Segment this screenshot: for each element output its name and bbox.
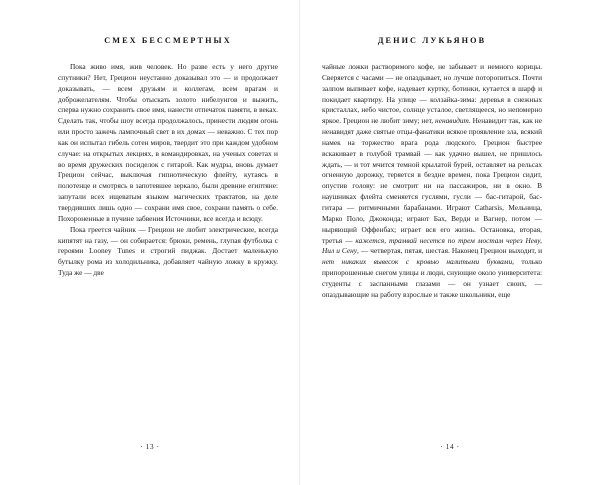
folio-right: · 14 · xyxy=(440,443,460,451)
text-run: , — четвертая, пятая, шестая. Наконец Грецион выходит, и xyxy=(357,246,542,256)
running-head-right: ДЕНИС ЛУКЬЯНОВ xyxy=(377,36,487,45)
running-head-left: СМЕХ БЕССМЕРТНЫХ xyxy=(104,36,232,45)
text-run-latin: Catharsis xyxy=(474,202,503,212)
page-right xyxy=(300,0,600,485)
text-run-italic: кажется, трамвай несется по трем мостам через Неву, Нил и Сену xyxy=(322,235,542,256)
paragraph xyxy=(58,225,278,279)
text-run-latin: Looney Tunes xyxy=(89,246,135,256)
text-run-italic: нет никаких вывесок с кровью налитыми буквами xyxy=(322,257,513,267)
text-run: и строгий пиджак. Достает маленькую бутылку рома из холодильника, добавляет чайную ложку в кружку. Туда же — две xyxy=(58,246,278,278)
text-run: , Мельница, Марко Поло, Джоконда; играют Бах, Верди и Вагнер, потом — ныряющий Оффенбах; играет вся его жизнь. Остановка, вторая, третья — xyxy=(322,202,542,245)
text-run: Пока греется чайник — Грецион не любит электрические, всегда кипятят на газу, — он собирается: брюки, ремень, глупая футболка с героями xyxy=(58,224,278,256)
folio-left: · 13 · xyxy=(140,443,160,451)
text-run: Пока живо имя, жив человек. Но разве есть у него другие спутники? Нет, Грецион неустанно доказывал это — и продолжает доказывать, — всем друзьям и коллегам, всем врагам и доброжелателям. Чтобы отыскать золото нибелунгов и выжить, сперва нужно сохранить свое имя, нанести отпечаток памяти, в веках. Сделать так, чтобы шоу всегда продолжалось, принести людям огонь или просто зажечь лампочный свет в их домах — неважно. С тех пор как он испытал гибель сотен миров, твердит это при каждом удобном случае: на открытых лекциях, в командировках, на ученых советах и во время дружеских посиделок с гитарой. Как мудры, вновь думает Грецион сейчас, выключая гипнотическую флейту, кутаясь в полотенце и смотрясь в запотевшее зеркало, были древние египтяне: запутали всех ищеватым языком магических трактатов, на деле твердивших лишь одно — сохрани имя свое, сохрани память о себе. Похороненные в пучине забвения Источники, все всегда и всюду. xyxy=(58,62,278,223)
body-text-right xyxy=(322,62,542,301)
paragraph xyxy=(58,62,278,225)
text-run: . Ненавидит так, как не ненавидят даже святые отцы-фанатики всякое проявление зла, всякий намек на торжество врага рода людского. Грецион быстрее вскакивает в голубой трамвай — как удачно вышел, не пришлось ждать, — и тот мчится темной крылатой бурей, оставляет на рельсах огненную дорожку, теряется в бездне времен, пока Грецион сидит, опустив голову: не смотрит ни на пассажиров, ни в окно. В наушниках флейта сменяется гуслями, гусли — бас-гитарой, бас-гитара — ритмичными барабанами. Играют xyxy=(322,116,542,212)
body-text-left xyxy=(58,62,278,279)
text-run-italic: ненавидит xyxy=(435,116,469,126)
text-run: , только припорошенные снегом улицы и люди, снующие около университета: студенты с заспанными глазами — он узнает своих, — опаздывающие на работу взрослые и также школьники, еще xyxy=(322,257,542,299)
page-gutter-seam xyxy=(299,0,300,485)
paragraph xyxy=(322,62,542,301)
text-run: чайные ложки растворимого кофе, не забывает и немного корицы. Сверяется с часами — не опаздывает, но лучше поторопиться. Почти залпом выпивает кофе, надевает куртку, ботинки, кутается в шарф и покидает квартиру. На улице — колзайка-зима: деревья в снежных кристаллах, небо чистое, солнце усталое, светлящееся, но непомерно яркое. Грецион не любит зиму; нет, xyxy=(322,62,542,126)
